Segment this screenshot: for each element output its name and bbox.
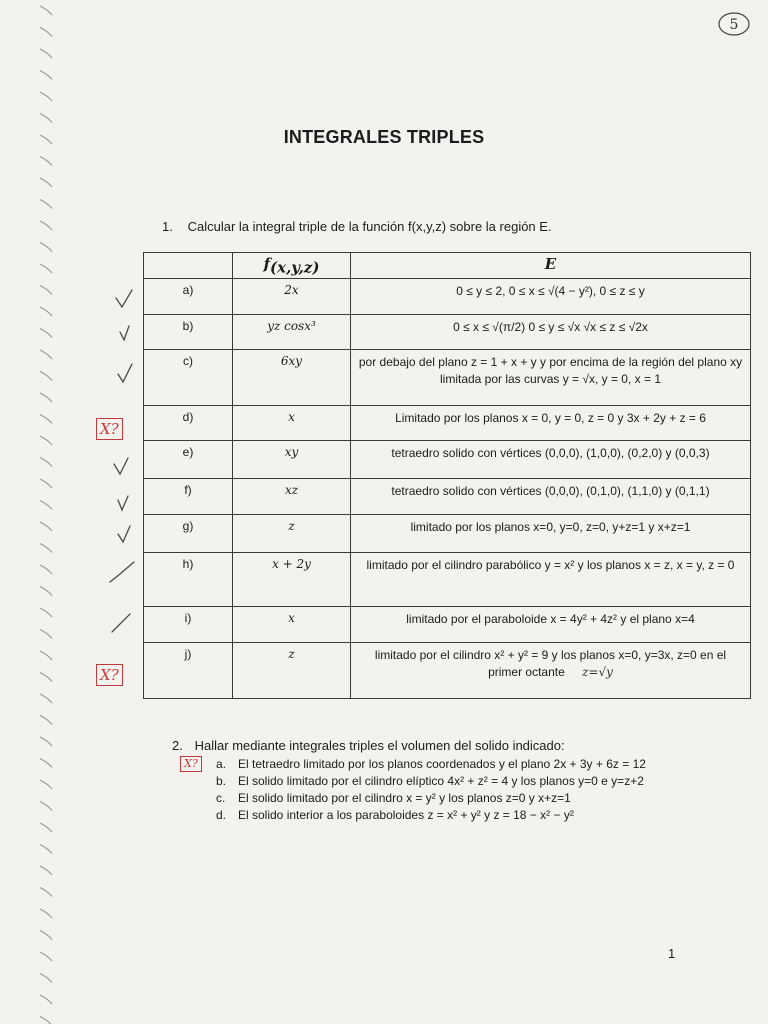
row-function: 6xy	[233, 350, 351, 406]
spiral-hole	[40, 350, 52, 359]
spiral-hole	[40, 157, 52, 166]
row-function: xz	[233, 479, 351, 515]
question-2-number: 2.	[172, 738, 183, 753]
row-label: e)	[144, 441, 233, 479]
x-question-mark: X?	[180, 756, 202, 772]
handwritten-note: z=√y	[582, 665, 613, 680]
spiral-hole	[40, 200, 52, 209]
header-e: E	[544, 255, 557, 273]
spiral-hole	[40, 565, 52, 574]
page-badge	[716, 10, 752, 38]
spiral-hole	[40, 264, 52, 273]
spiral-hole	[40, 780, 52, 789]
table-row	[144, 315, 751, 350]
list-item-text: El solido limitado por el cilindro x = y² y los planos z=0 y x+z=1	[238, 791, 571, 805]
list-item-letter: c.	[216, 791, 226, 805]
row-region: tetraedro solido con vértices (0,0,0), (1,0,0), (0,2,0) y (0,0,3)	[351, 441, 751, 479]
list-item-text: El solido interior a los paraboloides z = x² + y² y z = 18 − x² − y²	[238, 808, 574, 822]
row-region: 0 ≤ x ≤ √(π/2) 0 ≤ y ≤ √x √x ≤ z ≤ √2x	[351, 315, 751, 350]
table-row	[144, 607, 751, 643]
row-region: limitado por el cilindro parabólico y = x² y los planos x = z, x = y, z = 0	[351, 553, 751, 607]
spiral-hole	[40, 737, 52, 746]
row-label: f)	[144, 479, 233, 515]
spiral-binding	[0, 0, 60, 1024]
header-f-cell	[233, 253, 351, 279]
spiral-hole	[40, 974, 52, 983]
table-header-row	[144, 253, 751, 279]
list-item-text: El tetraedro limitado por los planos coordenados y el plano 2x + 3y + 6z = 12	[238, 757, 646, 771]
spiral-hole	[40, 694, 52, 703]
spiral-hole	[40, 888, 52, 897]
spiral-hole	[40, 995, 52, 1004]
spiral-hole	[40, 587, 52, 596]
row-region: limitado por los planos x=0, y=0, z=0, y+z=1 y x+z=1	[351, 515, 751, 553]
header-f-sub: (x,y,z)	[270, 258, 320, 277]
check-mark	[118, 496, 128, 510]
header-e-cell	[351, 253, 751, 279]
spiral-hole	[40, 221, 52, 230]
spiral-hole	[40, 802, 52, 811]
row-region: por debajo del plano z = 1 + x + y y por encima de la región del plano xy limitada por las curvas y = √x, y = 0, x = 1	[351, 350, 751, 406]
row-region: 0 ≤ y ≤ 2, 0 ≤ x ≤ √(4 − y²), 0 ≤ z ≤ y	[351, 279, 751, 315]
table-row	[144, 479, 751, 515]
table-row	[144, 553, 751, 607]
page-title: INTEGRALES TRIPLES	[283, 127, 485, 147]
list-item	[216, 773, 646, 790]
table-row	[144, 515, 751, 553]
spiral-hole	[40, 608, 52, 617]
row-function: x	[233, 607, 351, 643]
check-mark	[116, 290, 132, 307]
list-item-text: El solido limitado por el cilindro elíptico 4x² + z² = 4 y los planos y=0 e y=z+2	[238, 774, 644, 788]
spiral-hole	[40, 6, 52, 15]
check-mark	[120, 326, 129, 340]
spiral-hole	[40, 759, 52, 768]
spiral-hole	[40, 651, 52, 660]
spiral-hole	[40, 909, 52, 918]
row-function: yz cosx³	[233, 315, 351, 350]
row-function: 2x	[233, 279, 351, 315]
page-badge-text: 5	[729, 17, 739, 33]
table-row	[144, 350, 751, 406]
row-label: b)	[144, 315, 233, 350]
table-row	[144, 643, 751, 699]
row-region: tetraedro solido con vértices (0,0,0), (0,1,0), (1,1,0) y (0,1,1)	[351, 479, 751, 515]
question-2-list	[216, 756, 646, 824]
row-function: z	[233, 643, 351, 699]
spiral-hole	[40, 866, 52, 875]
question-1	[162, 219, 552, 234]
question-2-text: Hallar mediante integrales triples el volumen del solido indicado:	[194, 738, 565, 753]
check-mark	[118, 364, 132, 382]
header-f: f	[263, 255, 271, 273]
spiral-hole	[40, 307, 52, 316]
row-region-text: limitado por el cilindro x² + y² = 9 y los planos x=0, y=3x, z=0 en el primer octante	[374, 648, 727, 680]
check-mark	[112, 614, 130, 632]
row-label: g)	[144, 515, 233, 553]
spiral-hole	[40, 28, 52, 37]
spiral-hole	[40, 92, 52, 101]
list-item-letter: a.	[216, 757, 227, 771]
x-question-mark: X?	[96, 664, 123, 686]
spiral-hole	[40, 952, 52, 961]
check-mark	[110, 562, 134, 582]
spiral-hole	[40, 522, 52, 531]
table-row	[144, 441, 751, 479]
row-label: a)	[144, 279, 233, 315]
row-region	[351, 643, 751, 699]
spiral-hole	[40, 178, 52, 187]
list-item-letter: d.	[216, 808, 227, 822]
spiral-hole	[40, 716, 52, 725]
list-item	[216, 790, 646, 807]
list-item-letter: b.	[216, 774, 227, 788]
question-2	[172, 738, 565, 753]
spiral-hole	[40, 415, 52, 424]
spiral-hole	[40, 501, 52, 510]
row-function: z	[233, 515, 351, 553]
row-function: xy	[233, 441, 351, 479]
row-function: x + 2y	[233, 553, 351, 607]
spiral-hole	[40, 845, 52, 854]
spiral-hole	[40, 673, 52, 682]
page-number: 1	[668, 946, 676, 961]
spiral-hole	[40, 286, 52, 295]
table-row	[144, 279, 751, 315]
spiral-hole	[40, 630, 52, 639]
check-mark	[114, 458, 128, 474]
spiral-hole	[40, 823, 52, 832]
spiral-hole	[40, 931, 52, 940]
question-1-number: 1.	[162, 219, 173, 234]
row-label: d)	[144, 406, 233, 441]
spiral-hole	[40, 49, 52, 58]
row-label: i)	[144, 607, 233, 643]
x-question-mark: X?	[96, 418, 123, 440]
spiral-hole	[40, 436, 52, 445]
question-1-text: Calcular la integral triple de la función f(x,y,z) sobre la región E.	[187, 219, 552, 234]
spiral-hole	[40, 1017, 52, 1024]
check-marks	[92, 252, 146, 702]
spiral-hole	[40, 544, 52, 553]
spiral-hole	[40, 329, 52, 338]
list-item	[216, 807, 646, 824]
row-region: Limitado por los planos x = 0, y = 0, z = 0 y 3x + 2y + z = 6	[351, 406, 751, 441]
spiral-hole	[40, 393, 52, 402]
spiral-hole	[40, 71, 52, 80]
spiral-hole	[40, 479, 52, 488]
spiral-hole	[40, 114, 52, 123]
row-label: j)	[144, 643, 233, 699]
row-region: limitado por el paraboloide x = 4y² + 4z² y el plano x=4	[351, 607, 751, 643]
spiral-hole	[40, 372, 52, 381]
spiral-hole	[40, 458, 52, 467]
spiral-hole	[40, 243, 52, 252]
table-row	[144, 406, 751, 441]
integrals-table	[143, 252, 751, 699]
list-item	[216, 756, 646, 773]
check-mark	[118, 526, 130, 542]
header-label-cell	[144, 253, 233, 279]
row-label: h)	[144, 553, 233, 607]
row-function: x	[233, 406, 351, 441]
row-label: c)	[144, 350, 233, 406]
